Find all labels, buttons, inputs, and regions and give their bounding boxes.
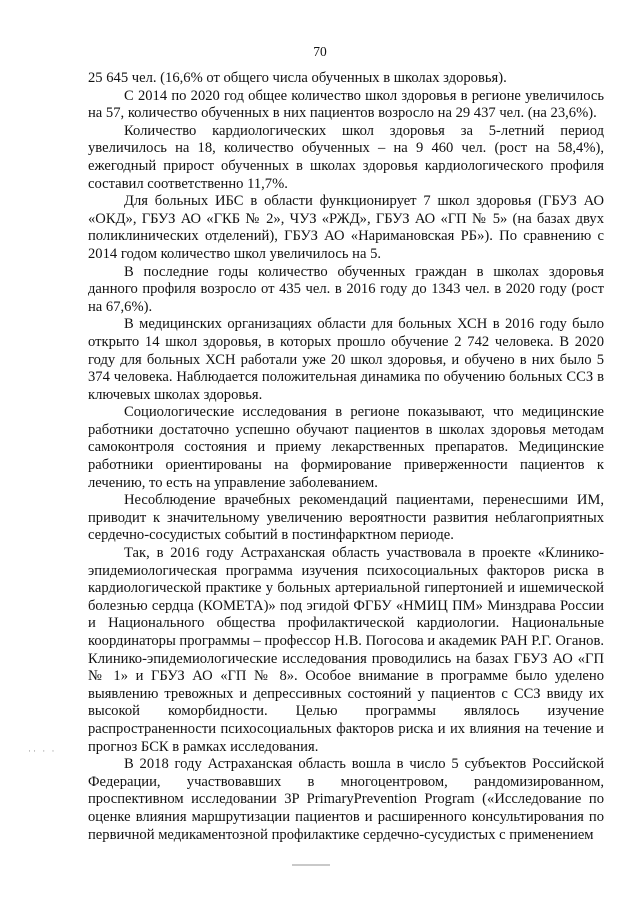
- paragraph: В последние годы количество обученных граждан в школах здоровья данного профиля возросло от 435 чел. в 2016 году до 1343 чел. в 2020 году (рост на 67,6%).: [88, 263, 604, 315]
- paragraph: 25 645 чел. (16,6% от общего числа обученных в школах здоровья).: [88, 70, 507, 86]
- paragraph: В 2018 году Астраханская область вошла в число 5 субъектов Российской Федерации, участвовавших в многоцентровом, рандомизированном, проспективном исследовании 3P PrimaryPrevention Program («Исследование по оценке влияния маршрутизации пациентов и расширенного консультирования по первичной медикаментозной профилактике сердечно-сусудистых с применением: [88, 756, 604, 843]
- paragraph: Несоблюдение врачебных рекомендаций пациентами, перенесшими ИМ, приводит к значительному увеличению вероятности развития неблагоприятных сердечно-сосудистых событий в постинфарктном периоде.: [88, 492, 604, 544]
- paragraph: Так, в 2016 году Астраханская область участвовала в проекте «Клинико-эпидемиологическая программа изучения психосоциальных факторов риска в кардиологической практике у больных артериальной гипертонией и ишемической болезнью сердца (КОМЕТА)» под эгидой ФГБУ «НМИЦ ПМ» Минздрава России и Национального общества профилактической кардиологии. Национальные координаторы программы – профессор Н.В. Погосова и академик РАН Р.Г. Оганов. Клинико-эпидемиологические исследования проводились на базах ГБУЗ АО «ГП № 1» и ГБУЗ АО «ГП № 8». Особое внимание в программе было уделено выявлению тревожных и депрессивных состояний у пациентов с ССЗ ввиду их высокой коморбидности. Целью программы являлось изучение распространенности психосоциальных факторов риска и их влияния на течение и прогноз БСК в рамках исследования.: [88, 545, 604, 755]
- scan-artifact: [292, 864, 330, 866]
- scan-artifact: ·· · ·: [28, 746, 57, 756]
- paragraph: Для больных ИБС в области функционирует 7 школ здоровья (ГБУЗ АО «ОКД», ГБУЗ АО «ГКБ № 2», ЧУЗ «РЖД», ГБУЗ АО «ГП № 5» (на базах двух поликлинических отделений), ГБУЗ АО «Наримановская РБ»). По сравнению с 2014 годом количество школ увеличилось на 5.: [88, 193, 604, 262]
- paragraph: В медицинских организациях области для больных ХСН в 2016 году было открыто 14 школ здоровья, в которых прошло обучение 2 742 человека. В 2020 году для больных ХСН работали уже 20 школ здоровья, и обучено в них было 5 374 человека. Наблюдается положительная динамика по обучению больных ССЗ в ключевых школах здоровья.: [88, 316, 604, 403]
- paragraph: Социологические исследования в регионе показывают, что медицинские работники достаточно успешно обучают пациентов в школах здоровья методам самоконтроля состояния и приему лекарственных препаратов. Медицинские работники ориентированы на формирование приверженности пациентов к лечению, то есть на управление заболеванием.: [88, 404, 604, 491]
- page-number: 70: [313, 44, 327, 59]
- body-text: [88, 70, 604, 844]
- paragraph: С 2014 по 2020 год общее количество школ здоровья в регионе увеличилось на 57, количество обученных в них пациентов возросло на 29 437 чел. (на 23,6%).: [88, 87, 604, 122]
- paragraph: Количество кардиологических школ здоровья за 5-летний период увеличилось на 18, количество обученных – на 9 460 чел. (рост на 58,4%), ежегодный прирост обученных в школах здоровья кардиологического профиля составил соответственно 11,7%.: [88, 122, 604, 192]
